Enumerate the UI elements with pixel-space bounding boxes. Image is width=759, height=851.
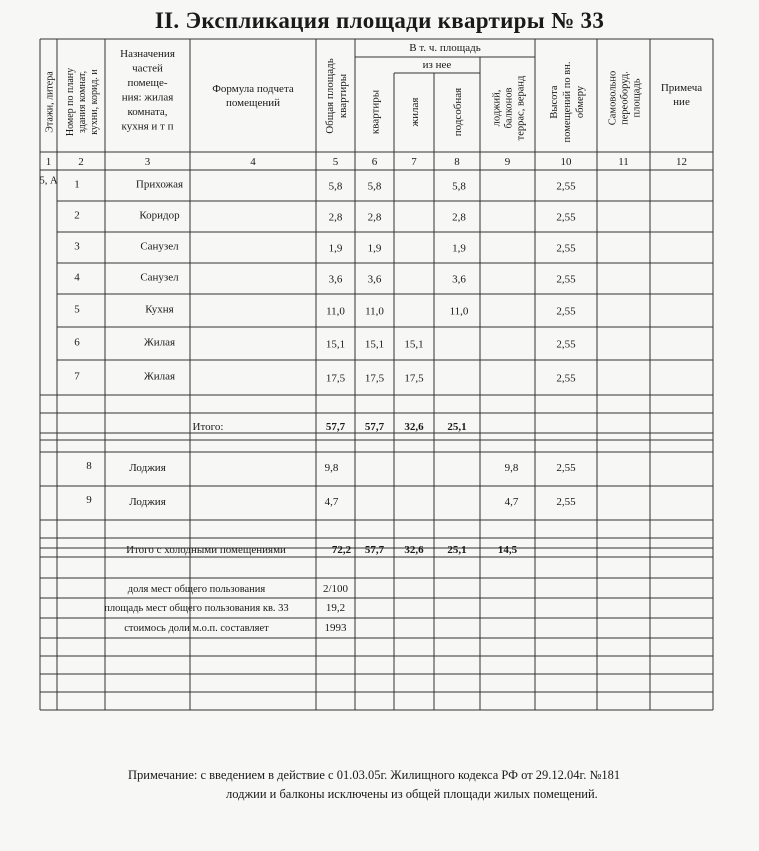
header-unauthorized: Самовольно	[607, 70, 619, 126]
header-room-number: кухни, корид. и	[89, 69, 100, 135]
common-area-label: доля мест общего пользования	[127, 584, 266, 595]
cell-apartment-area: 3,6	[367, 273, 382, 286]
header-room-number: здания комнат,	[77, 70, 88, 134]
column-number: 2	[78, 156, 84, 168]
subtotal-apartment: 57,7	[364, 421, 385, 433]
cell-apartment-area: 5,8	[367, 180, 382, 193]
header-unauthorized: переоборуд.	[619, 71, 631, 125]
header-room-number: Номер по плану	[65, 67, 76, 137]
footnote-line-1: Примечание: с введением в действие с 01.03.05г. Жилищного кодекса РФ от 29.12.04г. №181	[128, 768, 621, 782]
cell-room-number: 1	[74, 178, 80, 191]
header-formula: Формула подчета	[212, 83, 294, 95]
cell-height: 2,55	[556, 372, 576, 385]
header-purpose: кухня и т п	[121, 120, 174, 133]
header-height: помещений по вн.	[562, 61, 573, 143]
common-area-label: площадь мест общего пользования кв. 33	[104, 603, 289, 614]
cell-total-area: 1,9	[328, 242, 343, 255]
grand-total-total: 72,2	[331, 544, 352, 556]
cell-room-name: Санузел	[140, 271, 179, 284]
cell-room-number: 2	[74, 209, 80, 222]
grand-total-living: 32,6	[404, 544, 424, 556]
column-number: 9	[504, 156, 511, 168]
cell-room-name: Лоджия	[129, 496, 166, 508]
header-auxiliary: подсобная	[452, 87, 464, 137]
column-number: 10	[560, 156, 572, 168]
header-height: Высота	[549, 85, 560, 119]
subtotal-total: 57,7	[325, 421, 346, 433]
cell-height: 2,55	[556, 496, 576, 508]
column-number: 1	[45, 156, 52, 168]
header-height: обмеру	[575, 85, 586, 119]
page-title: II. Экспликация площади квартиры № 33	[154, 8, 605, 33]
cell-room-number: 9	[86, 494, 92, 506]
cell-room-name: Прихожая	[135, 178, 184, 191]
cell-room-name: Лоджия	[129, 462, 166, 474]
header-floor: Этажи, литера	[44, 71, 56, 133]
header-apartments: квартиры	[369, 89, 382, 135]
common-area-value: 19,2	[325, 602, 346, 614]
cell-height: 2,55	[556, 305, 576, 318]
header-notes: ние	[673, 96, 690, 108]
column-number: 12	[676, 156, 687, 168]
subtotal-label: Итого:	[192, 421, 224, 433]
cell-auxiliary-area: 5,8	[452, 180, 466, 193]
grand-total-label: Итого с холодными помещениями	[126, 544, 286, 556]
cell-floor: 5, А	[39, 175, 58, 187]
cell-living-area: 15,1	[404, 338, 424, 351]
cell-loggia-area: 9,8	[504, 462, 519, 474]
header-purpose: Назначения	[120, 48, 175, 60]
cell-height: 2,55	[556, 242, 576, 255]
cell-height: 2,55	[556, 338, 576, 351]
common-area-label: стоимось доли м.о.п. составляет	[124, 623, 269, 634]
grand-total-auxiliary: 25,1	[447, 544, 467, 556]
cell-apartment-area: 11,0	[365, 305, 384, 318]
column-number: 5	[332, 156, 339, 168]
header-notes: Примеча	[660, 82, 703, 94]
grand-total-loggia: 14,5	[497, 544, 518, 556]
cell-apartment-area: 15,1	[364, 338, 385, 351]
cell-height: 2,55	[556, 180, 576, 193]
table-cells	[39, 42, 702, 634]
cell-total-area: 5,8	[328, 180, 343, 193]
header-loggias: лоджий,	[491, 89, 503, 127]
cell-total-area: 4,7	[324, 496, 339, 508]
cell-apartment-area: 2,8	[367, 211, 382, 224]
cell-living-area: 17,5	[404, 372, 424, 385]
cell-apartment-area: 17,5	[364, 372, 385, 385]
cell-room-number: 6	[74, 336, 80, 349]
cell-total-area: 2,8	[328, 211, 343, 224]
header-purpose: комната,	[127, 106, 168, 118]
header-loggias: террас, веранд	[515, 75, 527, 141]
column-number: 6	[371, 156, 378, 168]
header-total-area: Общая площадь	[324, 58, 336, 134]
footnote-line-2: лоджии и балконы исключены из общей площади жилых помещений.	[226, 787, 598, 801]
grand-total-apartment: 57,7	[364, 544, 385, 556]
cell-room-number: 5	[74, 303, 80, 316]
header-purpose: ния: жилая	[121, 91, 174, 104]
header-living: жилая	[409, 97, 421, 127]
cell-height: 2,55	[556, 211, 576, 224]
cell-total-area: 17,5	[325, 372, 346, 385]
cell-room-number: 7	[74, 370, 80, 383]
column-number: 7	[411, 156, 417, 168]
header-of-which: из нее	[422, 59, 452, 71]
cell-height: 2,55	[556, 462, 576, 474]
header-formula: помещений	[225, 97, 281, 109]
cell-room-name: Жилая	[143, 370, 176, 383]
cell-total-area: 11,0	[326, 305, 345, 318]
cell-total-area: 9,8	[324, 462, 339, 474]
subtotal-auxiliary: 25,1	[447, 421, 467, 433]
cell-room-number: 3	[74, 240, 80, 253]
column-number: 4	[250, 156, 256, 168]
cell-auxiliary-area: 3,6	[452, 273, 466, 286]
cell-apartment-area: 1,9	[367, 242, 382, 255]
header-purpose: помеще-	[127, 77, 168, 89]
header-purpose: частей	[132, 62, 163, 75]
cell-loggia-area: 4,7	[504, 496, 519, 508]
cell-room-name: Жилая	[143, 336, 176, 349]
cell-room-number: 8	[86, 460, 92, 472]
cell-room-name: Кухня	[145, 303, 174, 316]
header-including-area: В т. ч. площадь	[409, 42, 481, 54]
common-area-value: 2/100	[322, 583, 349, 595]
header-total-area: квартиры	[337, 73, 349, 119]
column-number: 8	[454, 156, 460, 168]
cell-room-name: Коридор	[139, 209, 180, 222]
header-loggias: балконов	[503, 87, 515, 129]
common-area-value: 1993	[324, 622, 347, 634]
column-number: 11	[618, 156, 629, 168]
cell-room-number: 4	[74, 271, 80, 284]
column-number: 3	[144, 156, 151, 168]
cell-total-area: 3,6	[328, 273, 343, 286]
cell-auxiliary-area: 11,0	[449, 305, 469, 318]
header-unauthorized: площадь	[631, 78, 643, 118]
cell-auxiliary-area: 1,9	[452, 242, 466, 255]
cell-room-name: Санузел	[140, 240, 179, 253]
cell-total-area: 15,1	[325, 338, 346, 351]
subtotal-living: 32,6	[404, 421, 424, 433]
cell-height: 2,55	[556, 273, 576, 286]
cell-auxiliary-area: 2,8	[452, 211, 466, 224]
